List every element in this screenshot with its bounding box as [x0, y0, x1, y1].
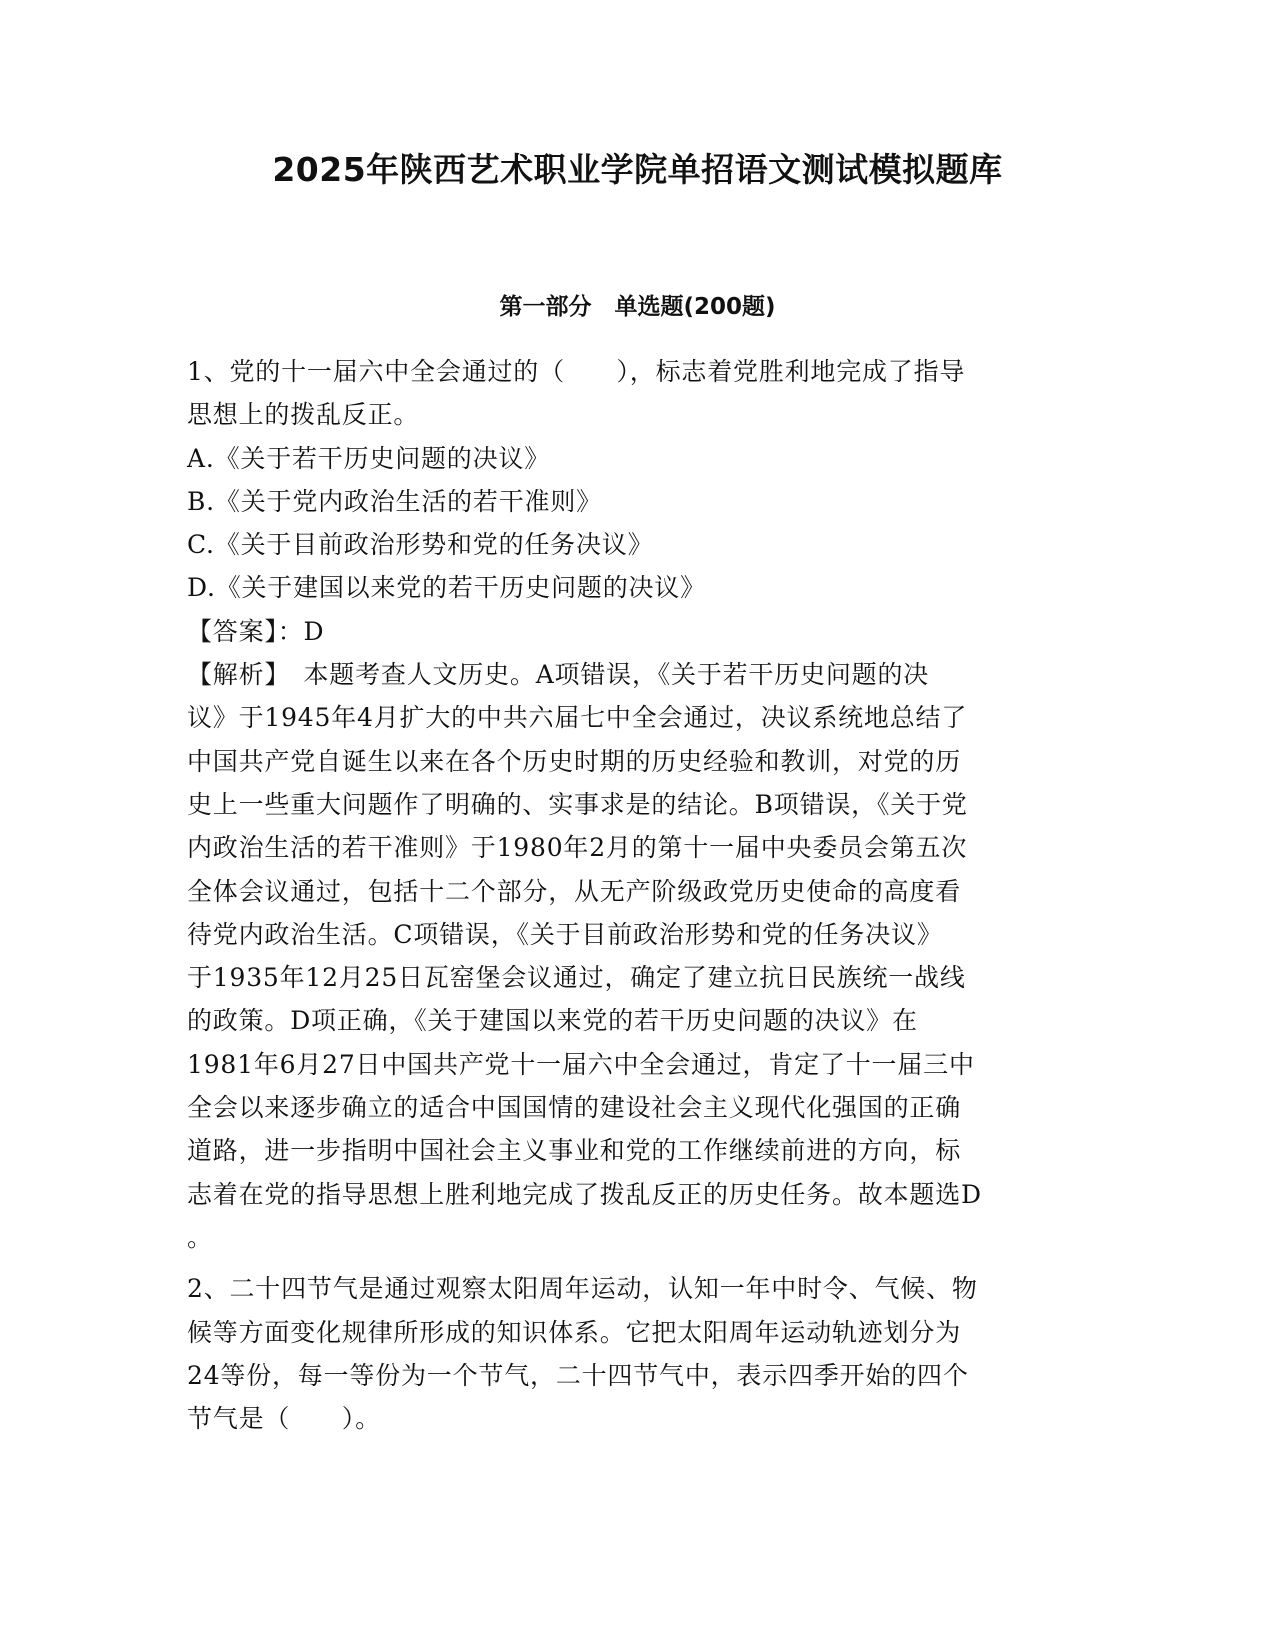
- analysis-line: 议》于1945年4月扩大的中共六届七中全会通过，决议系统地总结了: [187, 703, 968, 733]
- question-1: [187, 350, 1087, 1259]
- question-stem-line: 1、党的十一届六中全会通过的（ ），标志着党胜利地完成了指导: [187, 357, 966, 386]
- section-heading: 第一部分 单选题(200题): [499, 294, 776, 320]
- analysis-line: 志着在党的指导思想上胜利地完成了拨乱反正的历史任务。故本题选D: [187, 1179, 982, 1209]
- question-2: [187, 1267, 1087, 1440]
- analysis-line: 道路，进一步指明中国社会主义事业和党的工作继续前进的方向，标: [187, 1136, 962, 1166]
- answer-line: 【答案】：D: [187, 616, 325, 646]
- option-a: A.《关于若干历史问题的决议》: [187, 443, 551, 473]
- document-body: [187, 350, 1087, 1440]
- analysis-line: 中国共产党自诞生以来在各个历史时期的历史经验和教训，对党的历: [187, 746, 962, 776]
- option-b: B.《关于党内政治生活的若干准则》: [187, 486, 602, 516]
- analysis-line: 。: [187, 1222, 213, 1252]
- analysis-line: 全会以来逐步确立的适合中国国情的建设社会主义现代化强国的正确: [187, 1093, 962, 1123]
- analysis-line: 【解析】 本题考查人文历史。A项错误，《关于若干历史问题的决: [187, 660, 930, 690]
- document-title: 2025年陕西艺术职业学院单招语文测试模拟题库: [272, 150, 1003, 189]
- question-stem-line: 节气是（ ）。: [187, 1404, 381, 1434]
- analysis-line: 史上一些重大问题作了明确的、实事求是的结论。B项错误，《关于党: [187, 789, 968, 819]
- analysis-line: 1981年6月27日中国共产党十一届六中全会通过，肯定了十一届三中: [187, 1049, 975, 1079]
- analysis-line: 于1935年12月25日瓦窑堡会议通过，确定了建立抗日民族统一战线: [187, 963, 966, 993]
- question-stem-line: 2、二十四节气是通过观察太阳周年运动，认知一年中时令、气候、物: [187, 1274, 978, 1304]
- question-stem-line: 思想上的拨乱反正。: [187, 400, 420, 430]
- analysis-line: 的政策。D项正确，《关于建国以来党的若干历史问题的决议》在: [187, 1006, 918, 1036]
- analysis-line: 内政治生活的若干准则》于1980年2月的第十一届中央委员会第五次: [187, 833, 968, 863]
- analysis-line: 全体会议通过，包括十二个部分，从无产阶级政党历史使命的高度看: [187, 876, 962, 906]
- analysis-line: 待党内政治生活。C项错误，《关于目前政治形势和党的任务决议》: [187, 919, 943, 949]
- question-stem-line: 24等份，每一等份为一个节气，二十四节气中，表示四季开始的四个: [187, 1360, 969, 1390]
- question-stem-line: 候等方面变化规律所形成的知识体系。它把太阳周年运动轨迹划分为: [187, 1317, 962, 1347]
- option-d: D.《关于建国以来党的若干历史问题的决议》: [187, 573, 706, 603]
- option-c: C.《关于目前政治形势和党的任务决议》: [187, 530, 654, 560]
- question-spacer: [187, 1259, 1087, 1267]
